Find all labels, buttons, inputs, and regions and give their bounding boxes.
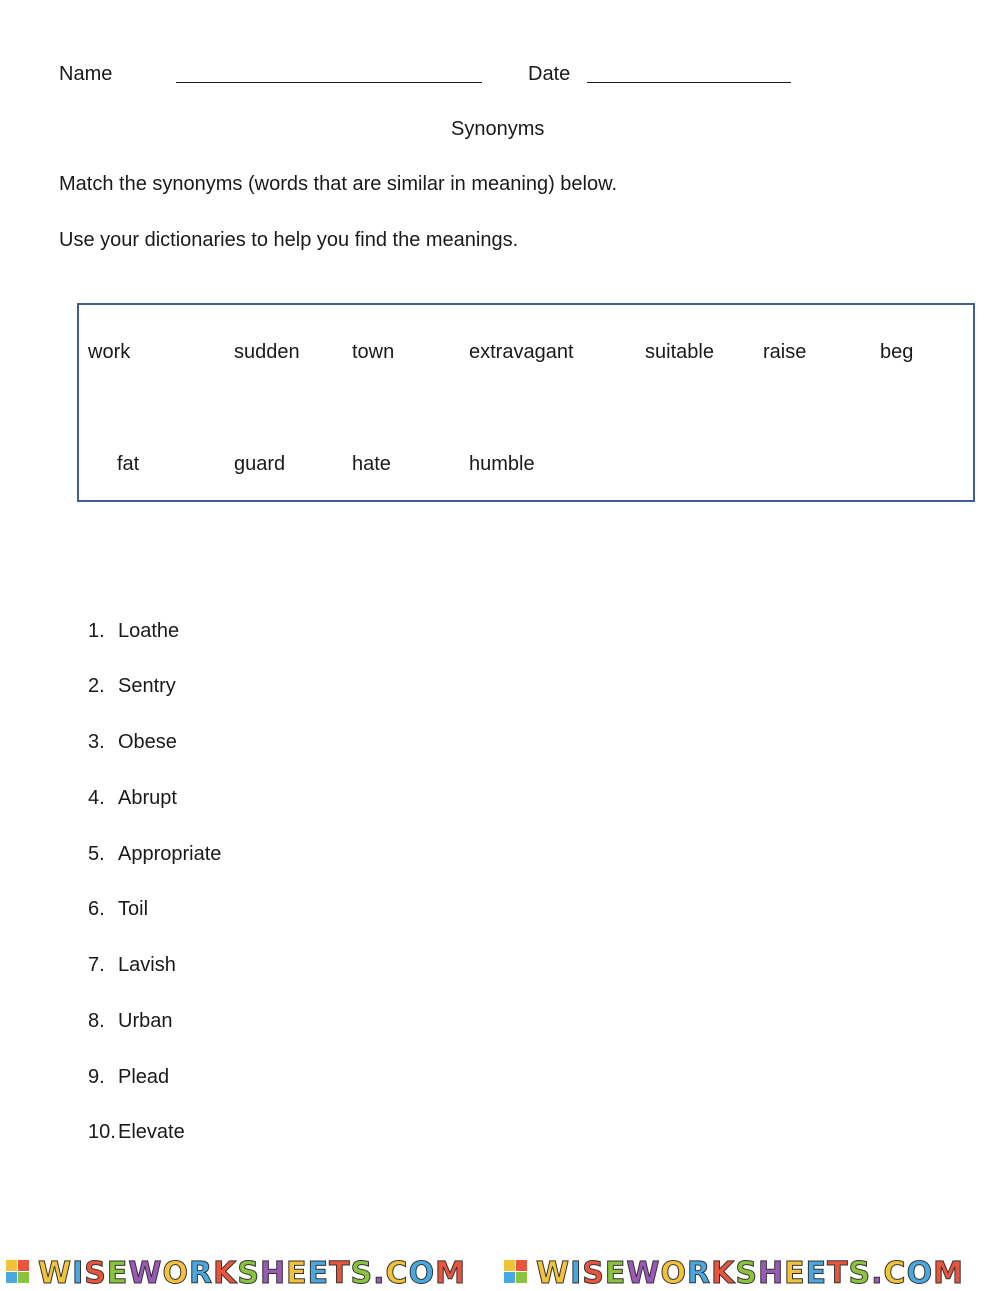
word-bank-item[interactable]: sudden — [234, 341, 300, 363]
word-bank-item[interactable]: suitable — [645, 341, 714, 363]
instruction-line-2: Use your dictionaries to help you find the meanings. — [59, 229, 519, 251]
date-label: Date — [528, 63, 571, 85]
date-blank-line[interactable] — [587, 82, 791, 83]
footer-watermark — [0, 1252, 1000, 1291]
question-word: Appropriate — [118, 843, 222, 865]
wiseworksheets-logo — [4, 1252, 500, 1291]
question-word: Lavish — [118, 954, 176, 976]
question-number: 8. — [88, 1010, 105, 1032]
word-bank-item[interactable]: guard — [234, 453, 286, 475]
word-bank-item[interactable]: beg — [880, 341, 914, 363]
word-bank-item[interactable]: work — [88, 341, 131, 363]
instruction-line-1: Match the synonyms (words that are similar in meaning) below. — [59, 173, 618, 195]
question-word: Loathe — [118, 620, 180, 642]
word-bank-item[interactable]: fat — [117, 453, 140, 475]
svg-text:WISEWORKSHEETS.COM: WISEWORKSHEETS.COM — [536, 1256, 964, 1291]
question-word: Sentry — [118, 675, 176, 697]
question-word: Abrupt — [118, 787, 177, 809]
logo-blocks-icon — [504, 1260, 527, 1283]
logo-blocks-icon — [6, 1260, 29, 1283]
question-word: Plead — [118, 1066, 170, 1088]
word-bank-item[interactable]: hate — [352, 453, 391, 475]
question-number: 3. — [88, 731, 105, 753]
name-label: Name — [59, 63, 113, 85]
question-number: 4. — [88, 787, 105, 809]
question-number: 7. — [88, 954, 105, 976]
question-number: 9. — [88, 1066, 105, 1088]
question-word: Toil — [118, 898, 149, 920]
question-word: Elevate — [118, 1121, 185, 1143]
word-bank-item[interactable]: town — [352, 341, 395, 363]
word-bank-item[interactable]: extravagant — [469, 341, 574, 363]
svg-text:WISEWORKSHEETS.COM: WISEWORKSHEETS.COM — [38, 1256, 466, 1291]
question-number: 10. — [88, 1121, 116, 1143]
question-word: Obese — [118, 731, 177, 753]
question-number: 5. — [88, 843, 105, 865]
word-bank-item[interactable]: humble — [469, 453, 535, 475]
word-bank-item[interactable]: raise — [763, 341, 807, 363]
name-blank-line[interactable] — [176, 82, 482, 83]
question-word: Urban — [118, 1010, 173, 1032]
question-number: 6. — [88, 898, 105, 920]
worksheet-title: Synonyms — [451, 118, 545, 140]
question-number: 1. — [88, 620, 105, 642]
question-number: 2. — [88, 675, 105, 697]
wiseworksheets-logo — [502, 1252, 998, 1291]
